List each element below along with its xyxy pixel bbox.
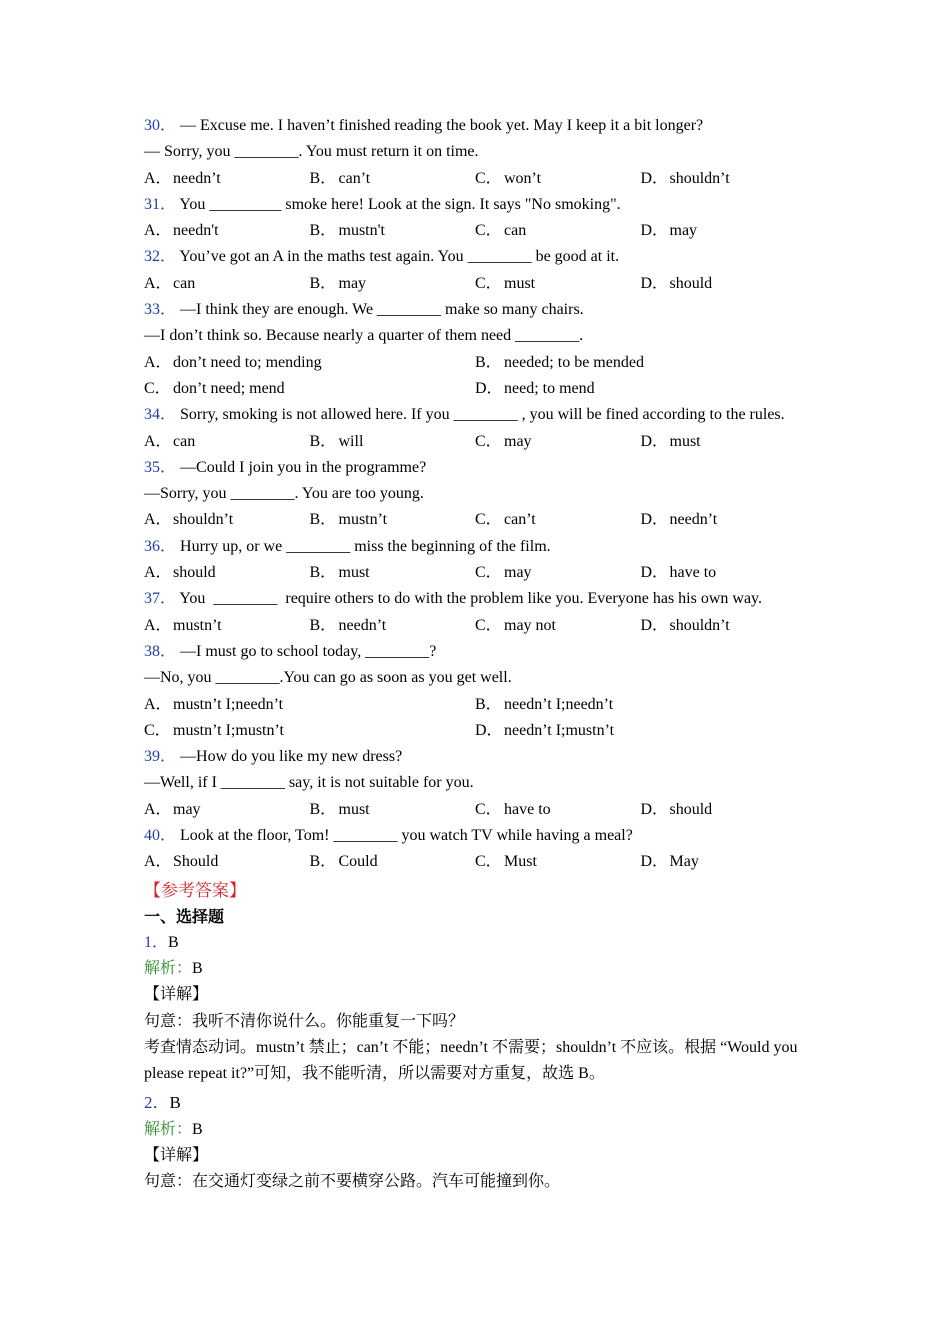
question-number: 36 [144,537,160,555]
question-stem: Look at the floor, Tom! ________ you watch TV while having a meal? [180,827,633,845]
options-row [144,560,814,586]
question-38: 38． —I must go to school today, ________? [144,642,437,660]
detail-label: 【详解】 [144,1146,209,1164]
question-stem: You’ve got an A in the maths test again. You ________ be good at it. [179,248,620,266]
option-c: C． Must [475,853,537,871]
question-40: 40． Look at the floor, Tom! ________ you watch TV while having a meal? [144,827,633,845]
section-title: 一、选择题 [144,906,225,926]
question-39: 39． —How do you like my new dress? [144,748,403,766]
option-b: B． needed; to be mended [475,353,644,371]
question-stem-line: —Well, if I ________ say, it is not suitable for you. [144,774,474,792]
question-stem: Sorry, smoking is not allowed here. If you ________ , you will be fined according to the rules. [180,406,785,424]
option-d: D．needn’t I;mustn’t [475,721,615,739]
option-c: C． won’t [475,169,542,187]
option-d: D．need; to mend [475,379,595,397]
option-a: A．should [144,564,216,582]
option-d: D．May [640,853,699,871]
question-number: 33 [144,301,160,319]
option-b: B． mustn’t [309,511,388,529]
question-31: 31． You _________ smoke here! Look at the sign. It says "No smoking". [144,195,621,213]
options-row [144,429,814,455]
question-stem: —How do you like my new dress? [180,748,403,766]
options-row [144,849,814,875]
explanation: 考查情态动词。mustn’t 禁止；can’t 不能；needn’t 不需要；shouldn’t 不应该。根据 “Would you please repeat it?”可知，我不能听清，所以需要对方重复，故选 B。 [144,1038,798,1083]
sentence-meaning: 句意：我听不清你说什么。你能重复一下吗？ [144,1012,465,1030]
options-row [144,218,814,244]
options-row [144,718,814,744]
option-a: A．can [144,274,196,292]
option-a: A．shouldn’t [144,511,234,529]
options-row [144,376,814,402]
options-row [144,613,814,639]
analysis-value: B [192,959,203,977]
option-d: D．shouldn’t [640,169,730,187]
question-34: 34． Sorry, smoking is not allowed here. If you ________ , you will be fined according to the rules. [144,406,785,424]
question-number: 32 [144,248,160,266]
option-a: A．may [144,800,201,818]
options-row [144,692,814,718]
question-stem: —Could I join you in the programme? [180,458,427,476]
answer-number: 2 [144,1093,153,1113]
option-d: D．should [640,800,713,818]
question-33: 33． —I think they are enough. We ________ make so many chairs. [144,301,584,319]
question-stem: — Excuse me. I haven’t finished reading the book yet. May I keep it a bit longer? [180,117,704,134]
option-d: D．needn’t [640,511,718,529]
analysis-label: 解析： [144,959,193,977]
question-stem-line: — Sorry, you ________. You must return it on time. [144,143,479,161]
question-stem: —I must go to school today, ________? [180,642,437,660]
option-b: B． will [309,432,364,450]
option-c: C． mustn’t I;mustn’t [144,721,284,739]
option-d: D．must [640,432,701,450]
option-c: C． may [475,432,532,450]
question-number: 38 [144,642,160,660]
option-a: A．needn't [144,222,219,240]
analysis-line [144,956,814,982]
option-a: A．Should [144,853,219,871]
question-number: 30 [144,117,160,134]
question-number: 40 [144,827,160,845]
option-b: B． must [309,564,370,582]
answer-2: 2．B [144,1093,181,1113]
option-c: C． don’t need; mend [144,379,285,397]
option-b: B． may [309,274,367,292]
option-a: A．don’t need to; mending [144,353,322,371]
sentence-meaning: 句意：在交通灯变绿之前不要横穿公路。汽车可能撞到你。 [144,1173,561,1191]
options-row [144,507,814,533]
option-b: B． Could [309,853,378,871]
detail-label: 【详解】 [144,986,209,1004]
option-c: C． can’t [475,511,536,529]
option-a: A．mustn’t [144,616,222,634]
question-stem-line: —No, you ________.You can go as soon as you get well. [144,669,512,687]
question-stem: You ________ require others to do with the problem like you. Everyone has his own way. [179,590,763,608]
question-stem: —I think they are enough. We ________ make so many chairs. [180,301,584,319]
option-b: B． can’t [309,169,371,187]
question-number: 35 [144,458,160,476]
answer-1: 1．B [144,933,179,951]
analysis-line [144,1117,814,1143]
option-d: D．should [640,274,713,292]
question-number: 34 [144,406,160,424]
answer-value: B [169,1093,181,1113]
question-35: 35． —Could I join you in the programme? [144,458,427,476]
analysis-value: B [192,1120,203,1138]
options-row [144,166,814,192]
options-row [144,271,814,297]
question-number: 31 [144,195,160,213]
option-c: C． may [475,564,532,582]
question-30: 30． — Excuse me. I haven’t finished reading the book yet. May I keep it a bit longer? [144,117,704,134]
option-d: D．shouldn’t [640,616,730,634]
answer-key-header: 【参考答案】 [144,880,246,900]
option-c: C． must [475,274,536,292]
question-stem: Hurry up, or we ________ miss the beginning of the film. [180,537,551,555]
question-number: 39 [144,748,160,766]
option-d: D．may [640,222,698,240]
option-c: C． may not [475,616,556,634]
page-content [144,113,814,1196]
question-number: 37 [144,590,160,608]
option-b: B． needn’t I;needn’t [475,695,614,713]
option-a: A．can [144,432,196,450]
question-32: 32． You’ve got an A in the maths test again. You ________ be good at it. [144,248,620,266]
question-stem-line: —I don’t think so. Because nearly a quarter of them need ________. [144,327,584,345]
question-stem: You _________ smoke here! Look at the sign. It says "No smoking". [179,195,621,213]
option-c: C． have to [475,800,551,818]
analysis-label: 解析： [144,1120,193,1138]
option-c: C． can [475,222,527,240]
options-row [144,797,814,823]
option-b: B． must [309,800,370,818]
question-37: 37． You ________ require others to do with the problem like you. Everyone has his own way. [144,590,763,608]
question-36: 36． Hurry up, or we ________ miss the beginning of the film. [144,537,551,555]
option-b: B． needn’t [309,616,387,634]
option-a: A．needn’t [144,169,221,187]
answer-value: B [168,933,179,951]
answer-number: 1 [144,933,152,951]
option-a: A．mustn’t I;needn’t [144,695,284,713]
option-d: D．have to [640,564,717,582]
options-row [144,350,814,376]
option-b: B． mustn't [309,222,385,240]
question-stem-line: —Sorry, you ________. You are too young. [144,485,424,503]
